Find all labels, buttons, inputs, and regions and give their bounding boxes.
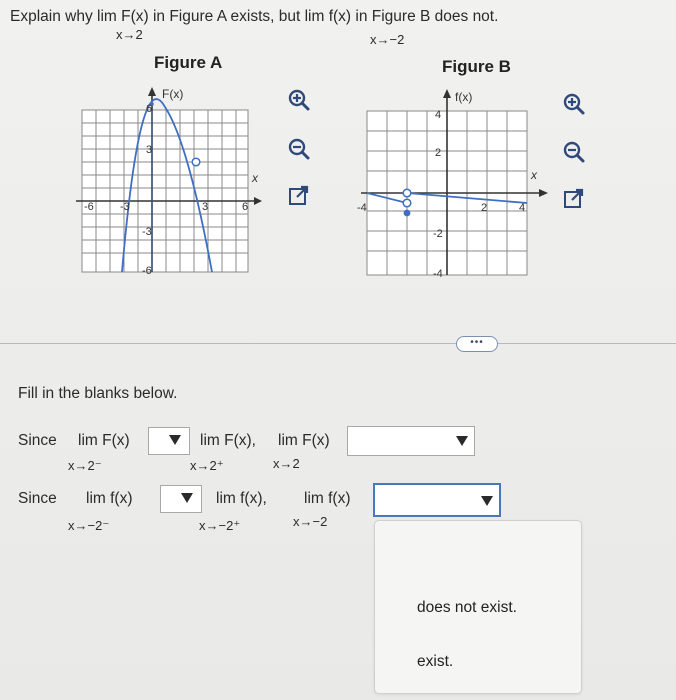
zoom-in-icon[interactable]	[562, 92, 586, 116]
row1-lim1: lim F(x)	[78, 432, 130, 449]
figure-a-ylabel: F(x)	[162, 87, 184, 101]
chevron-down-icon	[181, 493, 193, 503]
figure-a-tick-y: -3	[142, 226, 152, 238]
figure-b-open-point	[403, 189, 411, 197]
question-sub-a: x→2	[116, 27, 143, 42]
row2-compare-dropdown[interactable]	[160, 485, 202, 513]
zoom-out-icon[interactable]	[562, 140, 586, 164]
zoom-in-icon[interactable]	[287, 88, 311, 112]
figure-b-open-point	[403, 199, 411, 207]
figure-a-graph	[70, 82, 270, 277]
row1-compare-dropdown[interactable]	[148, 427, 190, 455]
row1-since: Since	[18, 432, 57, 449]
row2-sub2: x→−2⁺	[199, 518, 241, 533]
figure-a-tick-y: -6	[142, 265, 152, 277]
figure-a-tick-y: 6	[146, 103, 153, 115]
option-does-not-exist[interactable]: does not exist.	[417, 599, 517, 616]
figure-a-tick-y: 3	[146, 144, 153, 156]
figure-a-tick-x: -3	[120, 201, 130, 213]
figure-a-open-point	[192, 158, 200, 166]
figure-a-tick-x: 6	[242, 201, 249, 213]
row2-lim1: lim f(x)	[86, 490, 133, 507]
figure-a-title: Figure A	[154, 53, 223, 72]
open-external-icon[interactable]	[562, 187, 586, 211]
row2-sub1: x→−2⁻	[68, 518, 110, 533]
row2-lim3: lim f(x)	[304, 490, 351, 507]
figure-b-tick-x: 4	[519, 202, 526, 214]
section-divider	[0, 343, 676, 344]
figure-b-tick-x: -4	[357, 202, 367, 214]
more-button[interactable]: •••	[456, 336, 498, 352]
row1-sub3: x→2	[273, 456, 300, 471]
figure-b-xlabel: x	[531, 168, 537, 182]
figure-b-tick-y: -4	[433, 268, 443, 280]
row1-lim2: lim F(x),	[200, 432, 256, 449]
row1-sub1: x→2⁻	[68, 458, 102, 473]
instructions-text: Fill in the blanks below.	[18, 385, 178, 402]
chevron-down-icon	[456, 436, 468, 446]
row1-lim3: lim F(x)	[278, 432, 330, 449]
row2-answer-dropdown[interactable]	[373, 483, 501, 517]
figure-a-tick-x: 3	[202, 201, 209, 213]
chevron-down-icon	[169, 435, 181, 445]
figure-b-tick-y: 2	[435, 147, 442, 159]
figure-a-tick-x: -6	[84, 201, 94, 213]
figure-b-tick-y: -2	[433, 228, 443, 240]
zoom-out-icon[interactable]	[287, 137, 311, 161]
question-sub-b: x→−2	[370, 32, 405, 47]
row1-answer-dropdown[interactable]	[347, 426, 475, 456]
figure-b-closed-point	[404, 210, 411, 217]
row2-since: Since	[18, 490, 57, 507]
question-text: Explain why lim F(x) in Figure A exists, but lim f(x) in Figure B does not.	[10, 8, 499, 25]
figure-b-graph	[355, 85, 555, 280]
row1-sub2: x→2⁺	[190, 458, 224, 473]
figure-b-title: Figure B	[442, 57, 511, 76]
row2-lim2: lim f(x),	[216, 490, 267, 507]
figure-a-xlabel: x	[252, 171, 258, 185]
open-external-icon[interactable]	[287, 184, 311, 208]
figure-b-ylabel: f(x)	[455, 90, 473, 104]
figure-b-tick-x: 2	[481, 202, 488, 214]
option-exist[interactable]: exist.	[417, 653, 454, 670]
row2-sub3: x→−2	[293, 514, 328, 529]
figure-b-tick-y: 4	[435, 109, 442, 121]
answer-options-menu	[374, 520, 582, 694]
chevron-down-icon	[481, 496, 493, 506]
